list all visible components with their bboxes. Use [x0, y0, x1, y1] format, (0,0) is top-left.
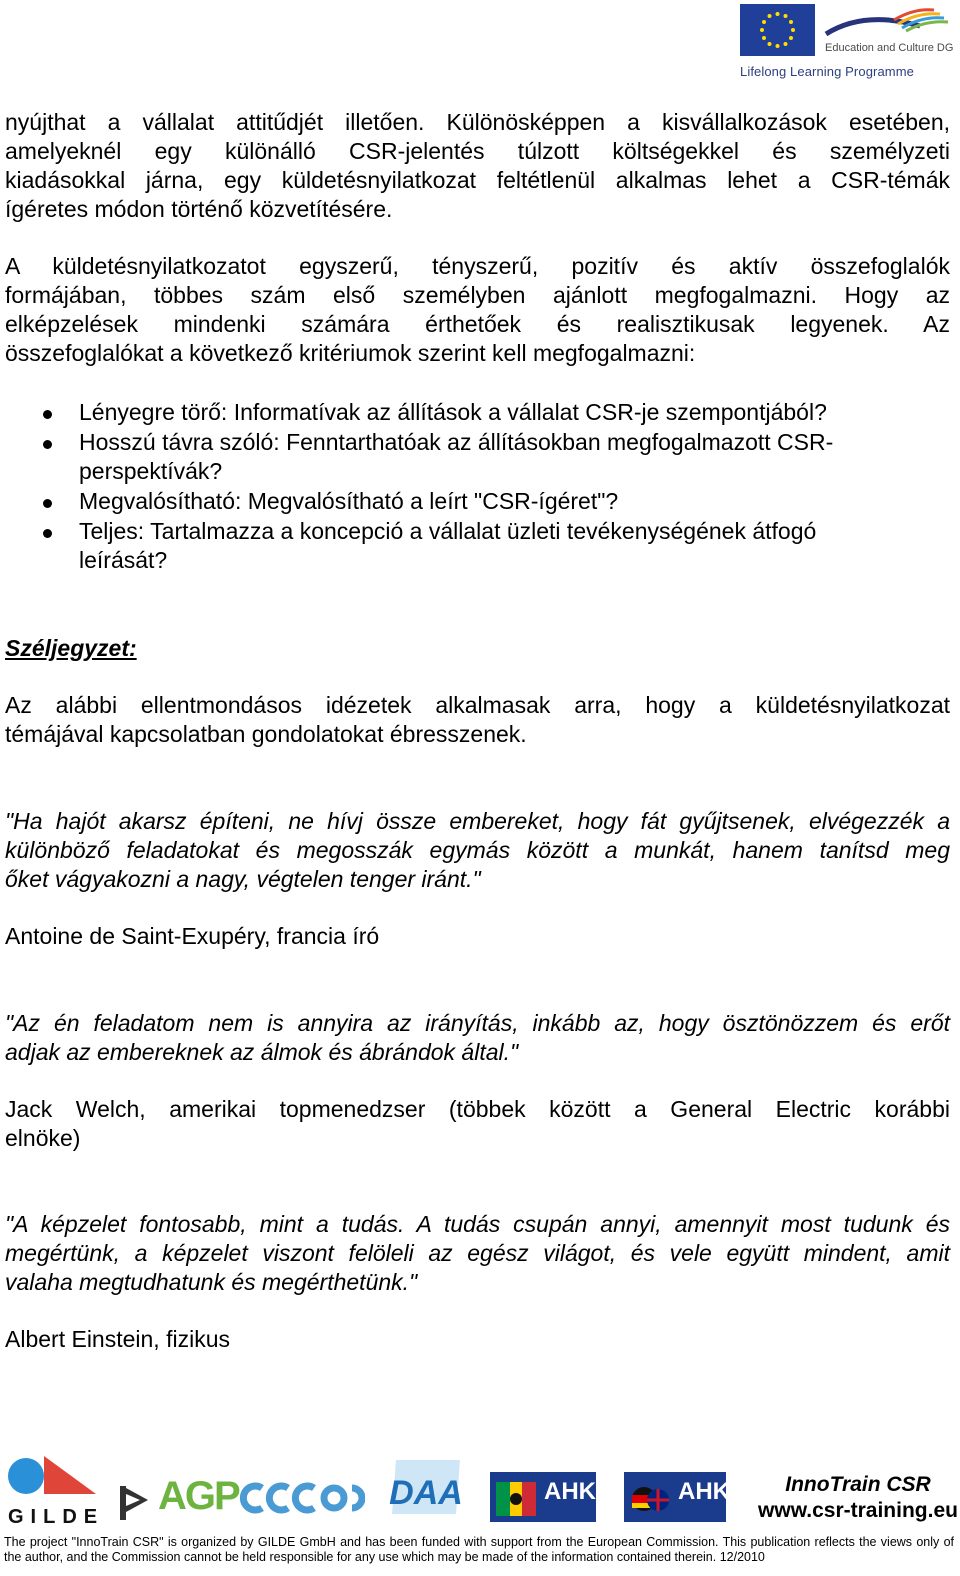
agp-mark-icon [118, 1480, 156, 1520]
text-line: őket vágyakozni a nagy, végtelen tenger iránt." [5, 866, 481, 892]
text-line: elnöke) [5, 1125, 81, 1151]
text-line: amelyeknél egy különálló CSR-jelentés túlzott költségekkel és személyzeti [5, 138, 950, 164]
svg-text:DAA: DAA [389, 1474, 463, 1512]
ahk-label: AHK [678, 1478, 730, 1505]
bullet-icon [43, 440, 52, 449]
agp-label: AGP [158, 1474, 239, 1518]
llp-label: Lifelong Learning Programme [740, 64, 914, 79]
innotrain-title: InnoTrain CSR [785, 1473, 931, 1496]
text-line: ígéretes módon történő közvetítésére. [5, 196, 393, 222]
text-line: témájával kapcsolatban gondolatokat ébresszenek. [5, 721, 527, 747]
eac-label: Education and Culture DG [825, 42, 954, 54]
text-line: kiadásokkal járna, egy küldetésnyilatkozat feltétlenül alkalmas lehet a CSR-témák [5, 167, 950, 193]
text-line: Jack Welch, amerikai topmenedzser (többek között a General Electric korábbi [5, 1096, 950, 1122]
list-item: Teljes: Tartalmazza a koncepció a vállalat üzleti tevékenységének átfogó leírását? [0, 517, 899, 575]
list-item: Lényegre törő: Informatívak az állítások a vállalat CSR-je szempontjából? [0, 398, 940, 427]
ahk-logo-1 [490, 1472, 596, 1522]
agp-logo [118, 1474, 239, 1522]
footer-disclaimer: The project "InnoTrain CSR" is organized by GILDE GmbH and has been funded with support from the European Commission. This publication reflects the views only of the author, and the Commission cannot be held responsible for any use which may be made of the information contained therein. 12/2010 [4, 1535, 954, 1564]
ahk-logo-2 [624, 1472, 730, 1522]
innotrain-brand [758, 1472, 958, 1524]
list-item: Hosszú távra szóló: Fenntarthatóak az állításokban megfogalmazott CSR-perspektívák? [0, 428, 899, 486]
bullet-icon [43, 529, 52, 538]
paragraph-2 [5, 252, 950, 368]
text-line: "Az én feladatom nem is annyira az irányítás, inkább az, hogy ösztönözzem és erőt [5, 1010, 950, 1036]
text-line: "A képzelet fontosabb, mint a tudás. A tudás csupán annyi, amennyit most tudunk és [5, 1211, 950, 1237]
partner-logos [0, 1448, 960, 1528]
innotrain-url[interactable]: www.csr-training.eu [758, 1499, 958, 1522]
paragraph-3 [5, 691, 950, 749]
quote-1-author: Antoine de Saint-Exupéry, francia író [5, 923, 380, 949]
bullet-icon [43, 410, 52, 419]
daa-logo-icon [386, 1456, 466, 1518]
text-line: összefoglalókat a következő kritériumok szerint kell megfogalmazni: [5, 340, 696, 366]
text-line: valaha megtudhatunk és megérthetünk." [5, 1269, 418, 1295]
eu-lifelong-learning-logo [740, 4, 954, 84]
eu-flag-icon [740, 4, 815, 56]
gilde-circle-icon [8, 1458, 44, 1494]
gilde-label: GILDE [8, 1506, 105, 1528]
text-line: nyújthat a vállalat attitűdjét illetően. Különösképpen a kisvállalkozások esetében, [5, 109, 950, 135]
flag-icon [496, 1482, 536, 1516]
paragraph-1 [5, 108, 950, 224]
quote-3-author: Albert Einstein, fizikus [5, 1326, 230, 1352]
text-line: "Ha hajót akarsz építeni, ne hívj össze embereket, hogy fát gyűjtsenek, elvégezzék a [5, 808, 950, 834]
quote-2 [5, 1009, 950, 1067]
gilde-logo [6, 1456, 105, 1528]
flag-icon [630, 1482, 670, 1516]
text-line: elképzelések mindenki számára érthetőek és realisztikusak legyenek. Az [5, 311, 950, 337]
ahk-label: AHK [544, 1478, 596, 1505]
quote-3 [5, 1210, 950, 1297]
text-line: adjak az embereknek az álmok és ábrándok által." [5, 1039, 519, 1065]
quote-1 [5, 807, 950, 894]
text-line: megértünk, a képzelet viszont felöleli az egész világot, és vele együtt mindent, amit [5, 1240, 950, 1266]
criteria-list [0, 398, 940, 576]
cecoa-logo-icon [240, 1480, 365, 1516]
quote-2-author [5, 1095, 950, 1153]
text-line: Az alábbi ellentmondásos idézetek alkalmasak arra, hogy a küldetésnyilatkozat [5, 692, 950, 718]
bullet-icon [43, 499, 52, 508]
text-line: különböző feladatokat és megosszák egymás között a munkát, hanem tanítsd meg [5, 837, 950, 863]
list-item: Megvalósítható: Megvalósítható a leírt "CSR-ígéret"? [0, 487, 940, 516]
text-line: A küldetésnyilatkozatot egyszerű, tényszerű, pozitív és aktív összefoglalók [5, 253, 950, 279]
section-heading: Széljegyzet: [5, 635, 137, 661]
gilde-triangle-icon [44, 1456, 96, 1494]
education-culture-swoosh-icon [824, 4, 954, 44]
text-line: formájában, többes szám első személyben ajánlott megfogalmazni. Hogy az [5, 282, 950, 308]
